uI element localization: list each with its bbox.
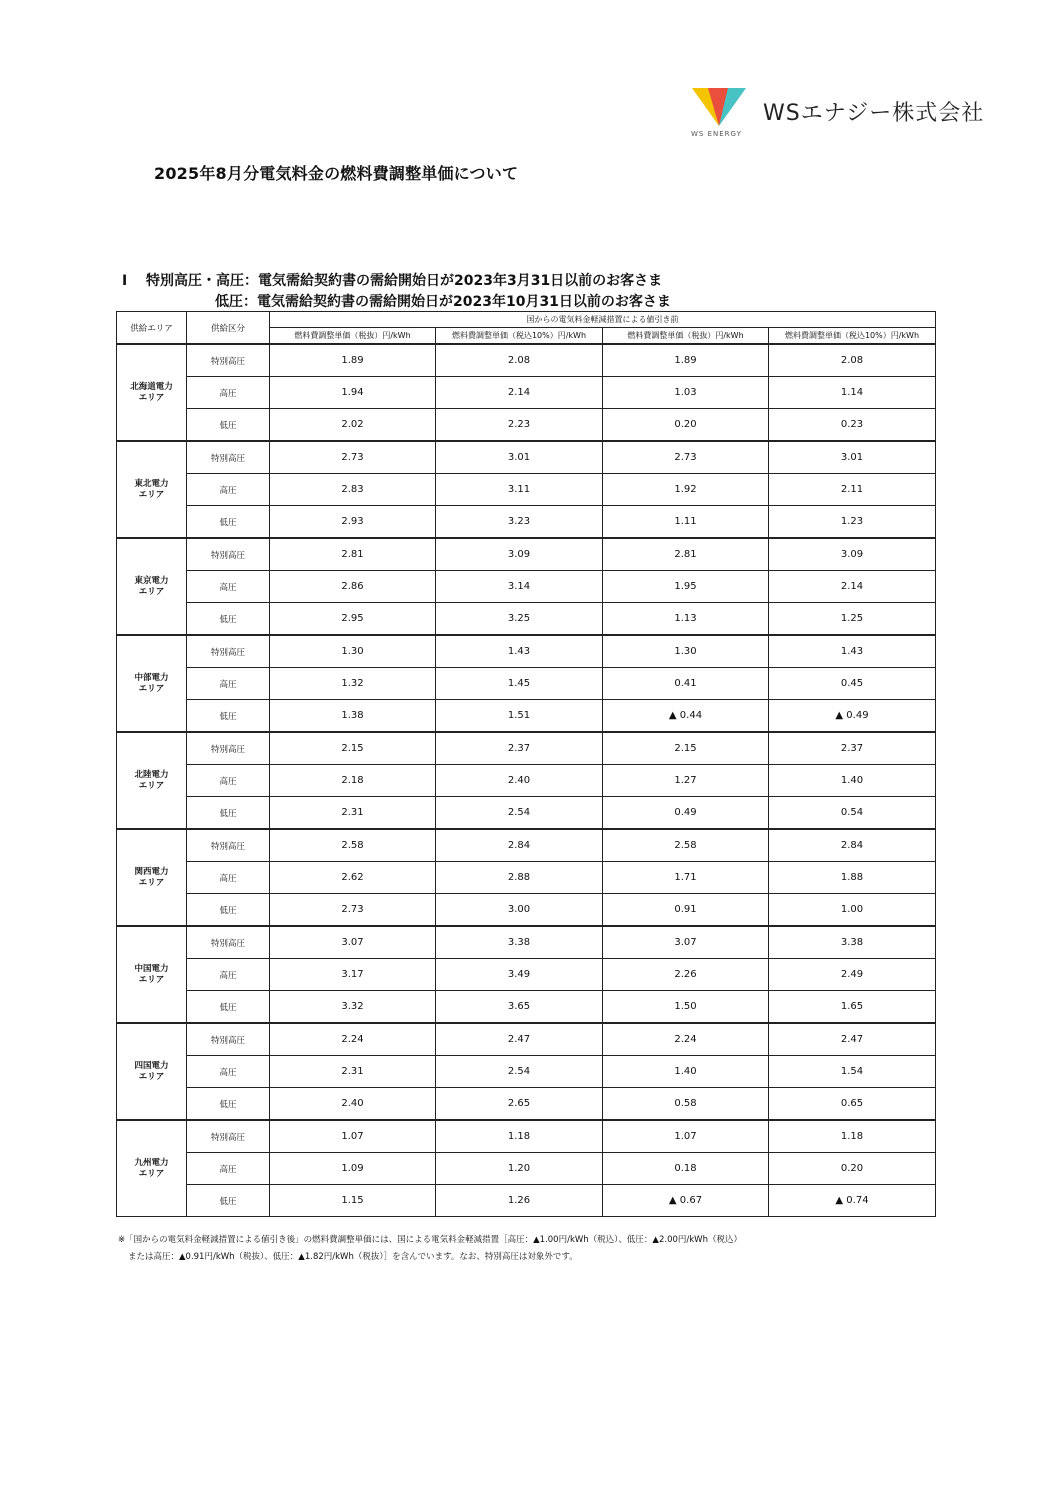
supply-class-cell: 低圧 (187, 797, 270, 830)
area-group (117, 926, 936, 1023)
header-col-1: 燃料費調整単価（税抜）円/kWh (270, 328, 436, 345)
rate-value-cell: 2.83 (270, 474, 436, 506)
rate-value-cell: 2.95 (270, 603, 436, 636)
rate-value-cell: 1.26 (436, 1185, 603, 1217)
area-name-cell (117, 1120, 187, 1217)
header-class: 供給区分 (187, 312, 270, 345)
rate-value-cell: 2.37 (436, 732, 603, 765)
rate-value-cell: 2.31 (270, 1056, 436, 1088)
rate-value-cell: 3.17 (270, 959, 436, 991)
table-row (117, 377, 936, 409)
rate-value-cell: 2.26 (603, 959, 769, 991)
rate-value-cell: 2.58 (270, 829, 436, 862)
area-group (117, 829, 936, 926)
fuel-adjustment-table (116, 311, 936, 1217)
supply-class-cell: 低圧 (187, 1185, 270, 1217)
supply-class-cell: 高圧 (187, 377, 270, 409)
rate-value-cell: 1.92 (603, 474, 769, 506)
area-name-line1: 中国電力 (134, 963, 169, 974)
rate-value-cell: 0.18 (603, 1153, 769, 1185)
supply-class-cell: 低圧 (187, 603, 270, 636)
rate-value-cell: 3.32 (270, 991, 436, 1024)
area-name-line1: 東京電力 (134, 575, 169, 586)
rate-value-cell: 2.37 (769, 732, 936, 765)
table-row (117, 344, 936, 377)
supply-class-cell: 高圧 (187, 959, 270, 991)
rate-value-cell: 3.01 (436, 441, 603, 474)
table-row (117, 571, 936, 603)
area-group (117, 635, 936, 732)
supply-class-cell: 特別高圧 (187, 344, 270, 377)
rate-value-cell: 1.40 (603, 1056, 769, 1088)
rate-value-cell: 1.50 (603, 991, 769, 1024)
area-name-cell (117, 732, 187, 829)
area-name-line2: エリア (138, 877, 165, 888)
supply-class-cell: 高圧 (187, 1056, 270, 1088)
rate-value-cell: 2.14 (436, 377, 603, 409)
table-row (117, 862, 936, 894)
area-name-cell (117, 829, 187, 926)
supply-class-cell: 低圧 (187, 700, 270, 733)
rate-value-cell: 2.40 (270, 1088, 436, 1121)
rate-value-cell: 1.13 (603, 603, 769, 636)
area-name-line2: エリア (138, 1168, 165, 1179)
supply-class-cell: 特別高圧 (187, 538, 270, 571)
rate-value-cell: 0.41 (603, 668, 769, 700)
table-row (117, 538, 936, 571)
logo-mark-icon (690, 86, 748, 130)
rate-value-cell: 1.07 (270, 1120, 436, 1153)
supply-class-cell: 高圧 (187, 862, 270, 894)
area-name-cell (117, 1023, 187, 1120)
rate-value-cell: 3.07 (603, 926, 769, 959)
supply-class-cell: 特別高圧 (187, 441, 270, 474)
page-title: 2025年8月分電気料金の燃料費調整単価について (154, 164, 519, 183)
supply-class-cell: 低圧 (187, 1088, 270, 1121)
table-row (117, 409, 936, 442)
rate-value-cell: 1.88 (769, 862, 936, 894)
rate-value-cell: 2.73 (270, 441, 436, 474)
area-group (117, 732, 936, 829)
rate-value-cell: 2.62 (270, 862, 436, 894)
table-row (117, 603, 936, 636)
header-area: 供給エリア (117, 312, 187, 345)
rate-value-cell: 0.54 (769, 797, 936, 830)
rate-value-cell: 3.09 (769, 538, 936, 571)
rate-value-cell: 2.93 (270, 506, 436, 539)
area-name-line2: エリア (138, 780, 165, 791)
area-name-line1: 関西電力 (134, 866, 169, 877)
rate-value-cell: 2.15 (270, 732, 436, 765)
table-row (117, 959, 936, 991)
rate-value-cell: 1.43 (436, 635, 603, 668)
rate-value-cell: 1.18 (436, 1120, 603, 1153)
rate-value-cell: 2.73 (270, 894, 436, 927)
rate-value-cell: 1.00 (769, 894, 936, 927)
footnote-line2: または高圧：▲0.91円/kWh（税抜）、低圧：▲1.82円/kWh（税抜）］を含んでいます。なお、特別高圧は対象外です。 (128, 1252, 578, 1262)
table-row (117, 635, 936, 668)
area-name-cell (117, 344, 187, 441)
rate-value-cell: 0.20 (603, 409, 769, 442)
rate-value-cell: 1.03 (603, 377, 769, 409)
rate-value-cell: 0.91 (603, 894, 769, 927)
header-col-2: 燃料費調整単価（税込10%）円/kWh (436, 328, 603, 345)
area-name-cell (117, 635, 187, 732)
area-name-line1: 四国電力 (134, 1060, 169, 1071)
area-name-cell (117, 441, 187, 538)
rate-value-cell: 3.00 (436, 894, 603, 927)
supply-class-cell: 高圧 (187, 571, 270, 603)
rate-value-cell: 2.08 (769, 344, 936, 377)
rate-value-cell: 2.23 (436, 409, 603, 442)
rate-value-cell: 2.54 (436, 1056, 603, 1088)
rate-value-cell: 2.65 (436, 1088, 603, 1121)
rate-value-cell: ▲ 0.67 (603, 1185, 769, 1217)
area-name-line2: エリア (138, 392, 165, 403)
rate-value-cell: 1.32 (270, 668, 436, 700)
rate-value-cell: 2.84 (769, 829, 936, 862)
supply-class-cell: 低圧 (187, 506, 270, 539)
company-name: WSエナジー株式会社 (763, 101, 985, 126)
rate-value-cell: 3.25 (436, 603, 603, 636)
rate-value-cell: 2.81 (603, 538, 769, 571)
footnote-line1: ※「国からの電気料金軽減措置による値引き後」の燃料費調整単価には、国による電気料金軽減措置［高圧：▲1.00円/kWh（税込）、低圧：▲2.00円/kWh（税込） (118, 1235, 742, 1245)
supply-class-cell: 高圧 (187, 765, 270, 797)
table-row (117, 1185, 936, 1217)
rate-value-cell: 1.71 (603, 862, 769, 894)
rate-value-cell: 1.25 (769, 603, 936, 636)
table-row (117, 668, 936, 700)
rate-value-cell: 2.73 (603, 441, 769, 474)
rate-value-cell: 0.58 (603, 1088, 769, 1121)
rate-value-cell: 3.01 (769, 441, 936, 474)
rate-value-cell: 1.07 (603, 1120, 769, 1153)
rate-value-cell: 2.88 (436, 862, 603, 894)
rate-value-cell: 1.30 (270, 635, 436, 668)
rate-value-cell: 2.49 (769, 959, 936, 991)
table-row (117, 732, 936, 765)
rate-value-cell: 3.49 (436, 959, 603, 991)
table-row (117, 991, 936, 1024)
rate-value-cell: 1.65 (769, 991, 936, 1024)
table-row (117, 926, 936, 959)
rate-value-cell: 2.47 (769, 1023, 936, 1056)
area-name-line2: エリア (138, 683, 165, 694)
footnote (118, 1232, 742, 1266)
rate-value-cell: 3.07 (270, 926, 436, 959)
logo-text: WS ENERGY (691, 130, 742, 138)
area-name-line1: 中部電力 (134, 672, 169, 683)
rate-value-cell: 2.24 (270, 1023, 436, 1056)
rate-value-cell: 2.40 (436, 765, 603, 797)
rate-value-cell: 1.89 (603, 344, 769, 377)
rate-value-cell: 0.45 (769, 668, 936, 700)
supply-class-cell: 特別高圧 (187, 829, 270, 862)
rate-value-cell: 1.11 (603, 506, 769, 539)
table-row (117, 474, 936, 506)
rate-value-cell: 1.30 (603, 635, 769, 668)
section-number: Ⅰ (122, 273, 128, 289)
rate-value-cell: 1.45 (436, 668, 603, 700)
header-group: 国からの電気料金軽減措置による値引き前 (270, 312, 936, 328)
supply-class-cell: 特別高圧 (187, 732, 270, 765)
rate-value-cell: 3.65 (436, 991, 603, 1024)
rate-value-cell: 3.38 (769, 926, 936, 959)
table-row (117, 797, 936, 830)
rate-value-cell: 0.20 (769, 1153, 936, 1185)
header-col-3: 燃料費調整単価（税抜）円/kWh (603, 328, 769, 345)
rate-value-cell: 3.11 (436, 474, 603, 506)
area-name-line2: エリア (138, 1071, 165, 1082)
rate-value-cell: 1.23 (769, 506, 936, 539)
rate-value-cell: 2.18 (270, 765, 436, 797)
table-row (117, 1120, 936, 1153)
rate-value-cell: 0.49 (603, 797, 769, 830)
company-logo (690, 86, 990, 142)
rate-value-cell: 0.23 (769, 409, 936, 442)
rate-value-cell: 2.47 (436, 1023, 603, 1056)
area-group (117, 1120, 936, 1217)
rate-value-cell: 3.23 (436, 506, 603, 539)
rate-value-cell: 1.54 (769, 1056, 936, 1088)
rate-value-cell: 1.14 (769, 377, 936, 409)
supply-class-cell: 高圧 (187, 1153, 270, 1185)
rate-value-cell: 2.84 (436, 829, 603, 862)
rate-value-cell: 2.15 (603, 732, 769, 765)
area-name-cell (117, 538, 187, 635)
supply-class-cell: 特別高圧 (187, 926, 270, 959)
rate-value-cell: ▲ 0.44 (603, 700, 769, 733)
area-name-line1: 九州電力 (134, 1157, 169, 1168)
rate-value-cell: 1.95 (603, 571, 769, 603)
rate-value-cell: 2.31 (270, 797, 436, 830)
supply-class-cell: 特別高圧 (187, 635, 270, 668)
rate-value-cell: 2.02 (270, 409, 436, 442)
rate-value-cell: 3.09 (436, 538, 603, 571)
table-row (117, 829, 936, 862)
area-group (117, 1023, 936, 1120)
supply-class-cell: 低圧 (187, 894, 270, 927)
supply-class-cell: 高圧 (187, 668, 270, 700)
section-line1: 特別高圧・高圧：電気需給契約書の需給開始日が2023年3月31日以前のお客さま (146, 273, 663, 289)
supply-class-cell: 高圧 (187, 474, 270, 506)
rate-value-cell: 2.24 (603, 1023, 769, 1056)
supply-class-cell: 低圧 (187, 991, 270, 1024)
rate-value-cell: 2.14 (769, 571, 936, 603)
rate-value-cell: 1.18 (769, 1120, 936, 1153)
table-row (117, 1023, 936, 1056)
rate-value-cell: 2.81 (270, 538, 436, 571)
table-row (117, 441, 936, 474)
area-name-line1: 北陸電力 (134, 769, 169, 780)
header-col-4: 燃料費調整単価（税込10%）円/kWh (769, 328, 936, 345)
rate-value-cell: 1.15 (270, 1185, 436, 1217)
table-row (117, 1153, 936, 1185)
rate-value-cell: 2.11 (769, 474, 936, 506)
rate-value-cell: 1.43 (769, 635, 936, 668)
rate-value-cell: 1.94 (270, 377, 436, 409)
section-line2: 低圧：電気需給契約書の需給開始日が2023年10月31日以前のお客さま (215, 294, 671, 310)
rate-value-cell: 1.20 (436, 1153, 603, 1185)
rate-value-cell: ▲ 0.49 (769, 700, 936, 733)
table-row (117, 894, 936, 927)
section-heading (122, 271, 671, 313)
rate-value-cell: 2.58 (603, 829, 769, 862)
supply-class-cell: 特別高圧 (187, 1120, 270, 1153)
rate-value-cell: 1.38 (270, 700, 436, 733)
rate-value-cell: 3.38 (436, 926, 603, 959)
area-group (117, 344, 936, 441)
rate-value-cell: 1.27 (603, 765, 769, 797)
area-group (117, 441, 936, 538)
rate-value-cell: 0.65 (769, 1088, 936, 1121)
rate-value-cell: 2.08 (436, 344, 603, 377)
area-name-line2: エリア (138, 489, 165, 500)
table-row (117, 1088, 936, 1121)
area-name-line1: 東北電力 (134, 478, 169, 489)
area-name-line1: 北海道電力 (130, 381, 173, 392)
supply-class-cell: 低圧 (187, 409, 270, 442)
rate-value-cell: 1.89 (270, 344, 436, 377)
rate-value-cell: 2.54 (436, 797, 603, 830)
area-group (117, 538, 936, 635)
area-name-line2: エリア (138, 586, 165, 597)
table-row (117, 765, 936, 797)
area-name-line2: エリア (138, 974, 165, 985)
rate-value-cell: 2.86 (270, 571, 436, 603)
supply-class-cell: 特別高圧 (187, 1023, 270, 1056)
area-name-cell (117, 926, 187, 1023)
rate-value-cell: 1.09 (270, 1153, 436, 1185)
rate-value-cell: 3.14 (436, 571, 603, 603)
table-row (117, 1056, 936, 1088)
rate-value-cell: 1.51 (436, 700, 603, 733)
table-row (117, 506, 936, 539)
table-row (117, 700, 936, 733)
rate-value-cell: ▲ 0.74 (769, 1185, 936, 1217)
rate-value-cell: 1.40 (769, 765, 936, 797)
